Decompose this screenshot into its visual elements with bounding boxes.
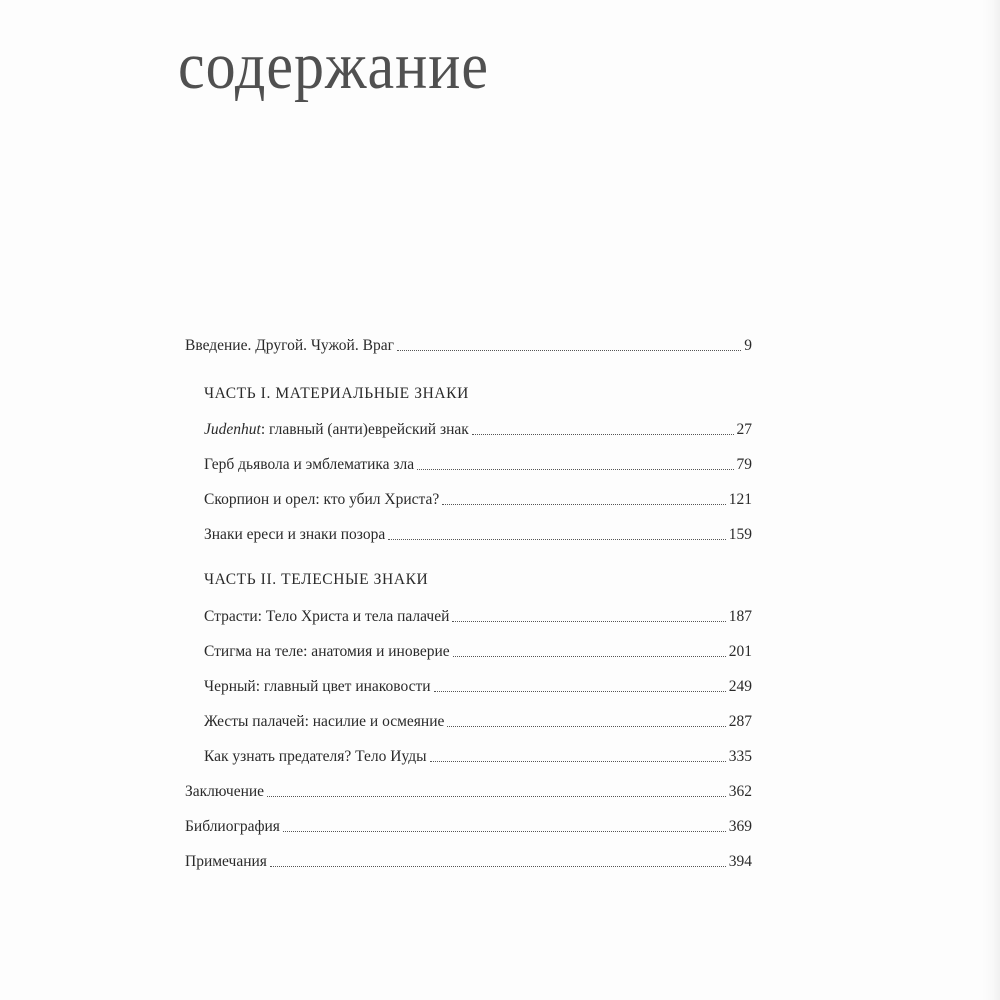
toc-page-number: 335 bbox=[728, 748, 752, 765]
dot-leader bbox=[267, 796, 726, 797]
toc-page-number: 201 bbox=[728, 643, 752, 660]
toc-entry-label: Заключение bbox=[185, 783, 265, 800]
toc-page-number: 287 bbox=[728, 713, 752, 730]
toc-entry-label-rest: : главный (анти)еврейский знак bbox=[260, 421, 469, 438]
toc-entry bbox=[204, 643, 752, 661]
toc-page-number: 27 bbox=[736, 421, 752, 438]
toc-entry-label: Введение. Другой. Чужой. Враг bbox=[185, 337, 394, 354]
dot-leader bbox=[430, 761, 726, 762]
dot-leader bbox=[270, 866, 726, 867]
dot-leader bbox=[388, 539, 726, 540]
toc-entry bbox=[204, 421, 752, 439]
toc-page-number: 369 bbox=[728, 818, 752, 835]
toc-entry-label: Как узнать предателя? Тело Иуды bbox=[204, 748, 427, 765]
toc-entry-label: Страсти: Тело Христа и тела палачей bbox=[204, 608, 450, 625]
toc-entry bbox=[204, 491, 752, 509]
toc-entry-intro bbox=[185, 337, 752, 355]
toc-page-number: 79 bbox=[736, 456, 752, 473]
toc-page-number: 121 bbox=[728, 491, 752, 508]
toc-entry-label: Знаки ереси и знаки позора bbox=[204, 526, 386, 543]
dot-leader bbox=[447, 726, 725, 727]
toc-entry-label: Примечания bbox=[185, 853, 267, 870]
toc-entry-label: Черный: главный цвет инаковости bbox=[204, 678, 431, 695]
toc-entry-conclusion bbox=[185, 783, 752, 801]
page-edge-shadow bbox=[982, 0, 1000, 1000]
toc-entry-label: Жесты палачей: насилие и осмеяние bbox=[204, 713, 445, 730]
toc-entry-label-italic: Judenhut bbox=[204, 421, 261, 438]
dot-leader bbox=[397, 350, 741, 351]
toc-entry bbox=[204, 608, 752, 626]
toc-entry bbox=[204, 748, 752, 766]
toc-entry-label: Скорпион и орел: кто убил Христа? bbox=[204, 491, 440, 508]
toc-page-number: 249 bbox=[728, 678, 752, 695]
toc-page-number: 394 bbox=[728, 853, 752, 870]
toc-entry-label bbox=[204, 421, 469, 439]
part-2-title: ЧАСТЬ II. ТЕЛЕСНЫЕ ЗНАКИ bbox=[204, 571, 429, 588]
dot-leader bbox=[434, 691, 726, 692]
toc-entry-label: Библиография bbox=[185, 818, 280, 835]
toc-entry bbox=[204, 526, 752, 544]
toc-entry-label: Стигма на теле: анатомия и иноверие bbox=[204, 643, 450, 660]
toc-entry bbox=[204, 713, 752, 731]
toc-entry-label: Герб дьявола и эмблематика зла bbox=[204, 456, 415, 473]
dot-leader bbox=[283, 831, 726, 832]
dot-leader bbox=[452, 621, 725, 622]
dot-leader bbox=[442, 504, 725, 505]
toc-entry bbox=[204, 456, 752, 474]
toc-page-number: 9 bbox=[744, 337, 752, 354]
dot-leader bbox=[453, 656, 726, 657]
toc-page-number: 159 bbox=[728, 526, 752, 543]
dot-leader bbox=[472, 434, 734, 435]
toc-entry-bibliography bbox=[185, 818, 752, 836]
dot-leader bbox=[417, 469, 733, 470]
toc-page-number: 187 bbox=[728, 608, 752, 625]
toc-page-number: 362 bbox=[728, 783, 752, 800]
toc-entry-notes bbox=[185, 853, 752, 871]
toc-entry bbox=[204, 678, 752, 696]
page-title: содержание bbox=[178, 28, 489, 103]
part-1-title: ЧАСТЬ I. МАТЕРИАЛЬНЫЕ ЗНАКИ bbox=[204, 385, 469, 402]
